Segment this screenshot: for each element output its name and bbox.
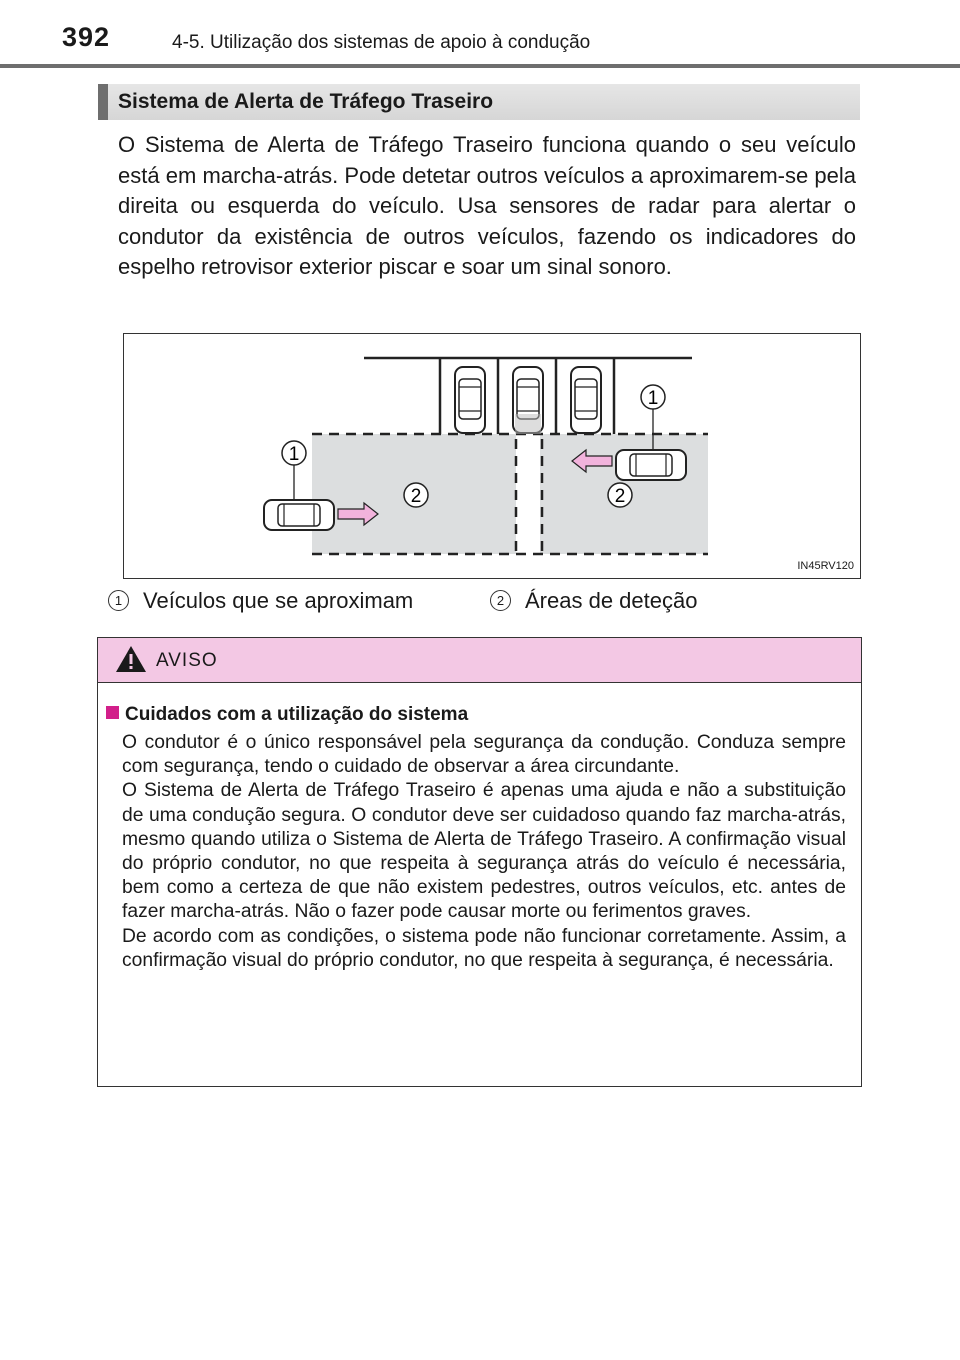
- figure-legend: [104, 588, 844, 618]
- callout-1-right: [641, 385, 665, 409]
- svg-text:1: 1: [288, 444, 300, 465]
- warning-header: [98, 638, 861, 683]
- rear-cross-traffic-figure: [123, 333, 861, 579]
- parked-car-right: [571, 367, 601, 433]
- legend-number: 1: [108, 590, 129, 611]
- legend-item: [108, 588, 413, 614]
- warning-subtitle: Cuidados com a utilização do sistema: [125, 704, 469, 725]
- page-header: [0, 0, 960, 70]
- parking-diagram: [124, 334, 860, 578]
- section-heading: 4-5. Utilização dos sistemas de apoio à condução: [172, 32, 591, 53]
- warning-paragraph: O Sistema de Alerta de Tráfego Traseiro é apenas uma ajuda e não a substituição de uma condução segura. O condutor deve ser cuidadoso quando faz marcha-atrás, mesmo quando utiliza o Sistema de Alerta de Tráfego Traseiro. A confirmação visual do próprio condutor, no que respeita à segurança atrás do veículo é necessária, bem como a certeza de que não existem pedestres, outros veículos, etc. antes de fazer marcha-atrás. Não o fazer pode causar morte ou ferimentos graves.: [122, 780, 846, 923]
- page-number: 392: [62, 22, 111, 52]
- svg-text:2: 2: [614, 486, 626, 507]
- parked-car-left: [455, 367, 485, 433]
- warning-box: [97, 637, 862, 1087]
- legend-label: Áreas de deteção: [525, 588, 698, 613]
- warning-paragraph: O condutor é o único responsável pela segurança da condução. Conduza sempre com segurança, tendo o cuidado de observar a área circundante.: [122, 732, 846, 778]
- warning-paragraph: De acordo com as condições, o sistema pode não funcionar corretamente. Assim, a confirmação visual do próprio condutor, no que respeita à segurança, é necessária.: [122, 925, 846, 971]
- legend-number: 2: [490, 590, 511, 611]
- warning-title: AVISO: [156, 650, 218, 671]
- svg-text:2: 2: [410, 486, 422, 507]
- svg-text:1: 1: [647, 388, 659, 409]
- legend-label: Veículos que se aproximam: [143, 588, 414, 613]
- warning-triangle-icon: [114, 644, 148, 674]
- section-title: Sistema de Alerta de Tráfego Traseiro: [118, 90, 494, 113]
- figure-code: IN45RV120: [797, 560, 854, 572]
- warning-body: [122, 731, 846, 973]
- warning-subtitle-row: [106, 704, 468, 726]
- header-rule: [0, 64, 960, 68]
- approaching-car-right: [616, 450, 686, 480]
- section-title-bar: [98, 84, 860, 120]
- callout-2-left: [404, 483, 428, 507]
- approaching-car-left: [264, 500, 334, 530]
- callout-1-left: [282, 441, 306, 465]
- square-bullet-icon: [106, 706, 119, 719]
- legend-item: [490, 588, 697, 614]
- intro-paragraph: O Sistema de Alerta de Tráfego Traseiro funciona quando o seu veículo está em marcha-atrás. Pode detetar outros veículos a aproximarem-se pela direita ou esquerda do veículo. Usa sensores de radar para alertar o condutor da existência de outros veículos, fazendo os indicadores do espelho retrovisor exterior piscar e soar um sinal sonoro.: [118, 132, 856, 279]
- callout-2-right: [608, 483, 632, 507]
